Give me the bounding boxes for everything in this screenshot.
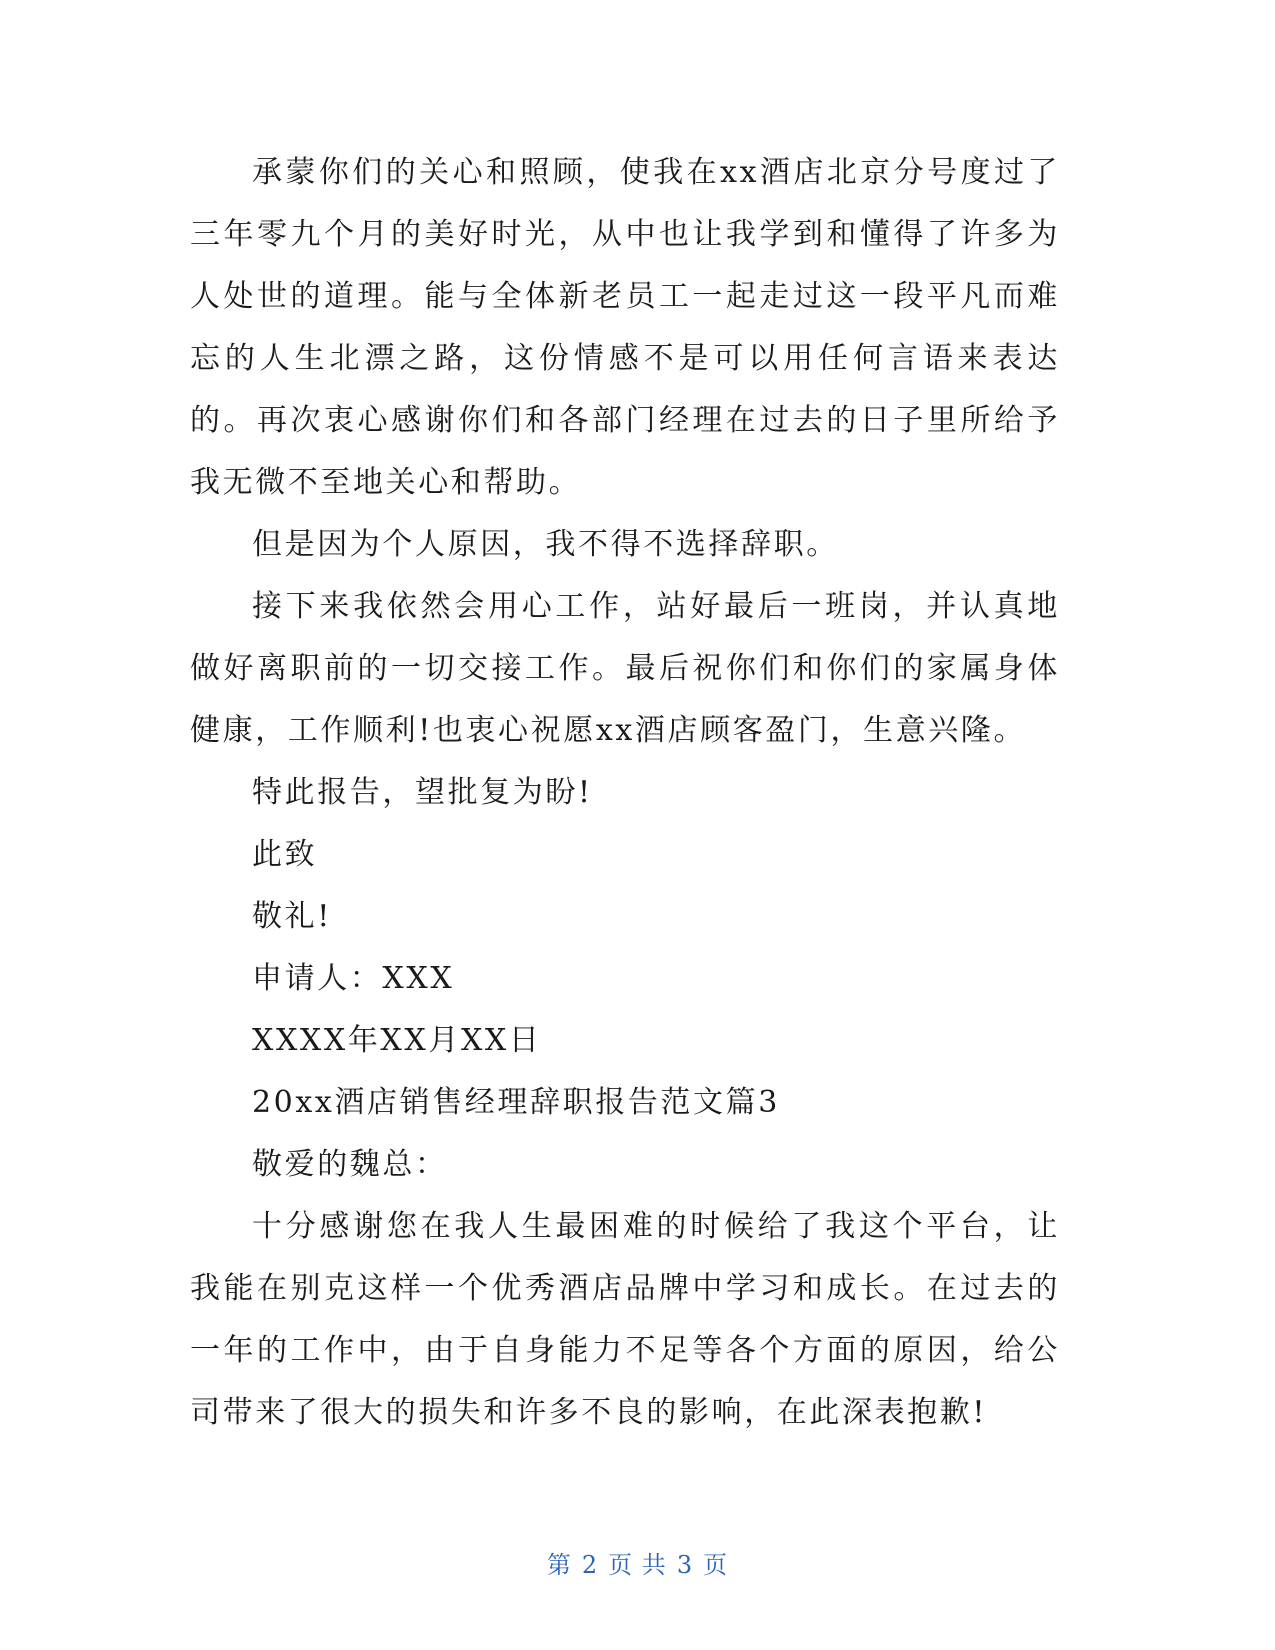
- paragraph-apology: 十分感谢您在我人生最困难的时候给了我这个平台，让我能在别克这样一个优秀酒店品牌中学习和成长。在过去的一年的工作中，由于自身能力不足等各个方面的原因，给公司带来了很大的损失和许多不良的影响，在此深表抱歉!: [190, 1209, 1060, 1430]
- footer-label-page: 第: [546, 1551, 572, 1579]
- salutation-closing: 敬礼!: [252, 899, 332, 934]
- greeting-line: 敬爱的魏总：: [252, 1147, 448, 1182]
- document-body: [190, 142, 1060, 1444]
- page-footer: [0, 1545, 1275, 1580]
- closing-line: 此致: [252, 837, 318, 872]
- footer-label-end: 页: [703, 1551, 729, 1579]
- paragraph-resignation-reason: 但是因为个人原因，我不得不选择辞职。: [252, 527, 839, 562]
- current-page-number: 2: [581, 1551, 599, 1579]
- total-pages-number: 3: [676, 1551, 694, 1579]
- paragraph-handover: 接下来我依然会用心工作，站好最后一班岗，并认真地做好离职前的一切交接工作。最后祝你们和你们的家属身体健康，工作顺利!也衷心祝愿xx酒店顾客盈门，生意兴隆。: [190, 589, 1060, 748]
- applicant-line: 申请人：XXX: [252, 961, 455, 996]
- date-line: XXXX年XX月XX日: [252, 1023, 542, 1058]
- section-heading: 20xx酒店销售经理辞职报告范文篇3: [252, 1085, 780, 1120]
- paragraph-request: 特此报告，望批复为盼!: [252, 775, 593, 810]
- footer-label-of: 页 共: [608, 1551, 667, 1579]
- paragraph-gratitude: 承蒙你们的关心和照顾，使我在xx酒店北京分号度过了三年零九个月的美好时光，从中也让我学到和懂得了许多为人处世的道理。能与全体新老员工一起走过这一段平凡而难忘的人生北漂之路，这份情感不是可以用任何言语来表达的。再次衷心感谢你们和各部门经理在过去的日子里所给予我无微不至地关心和帮助。: [190, 155, 1060, 500]
